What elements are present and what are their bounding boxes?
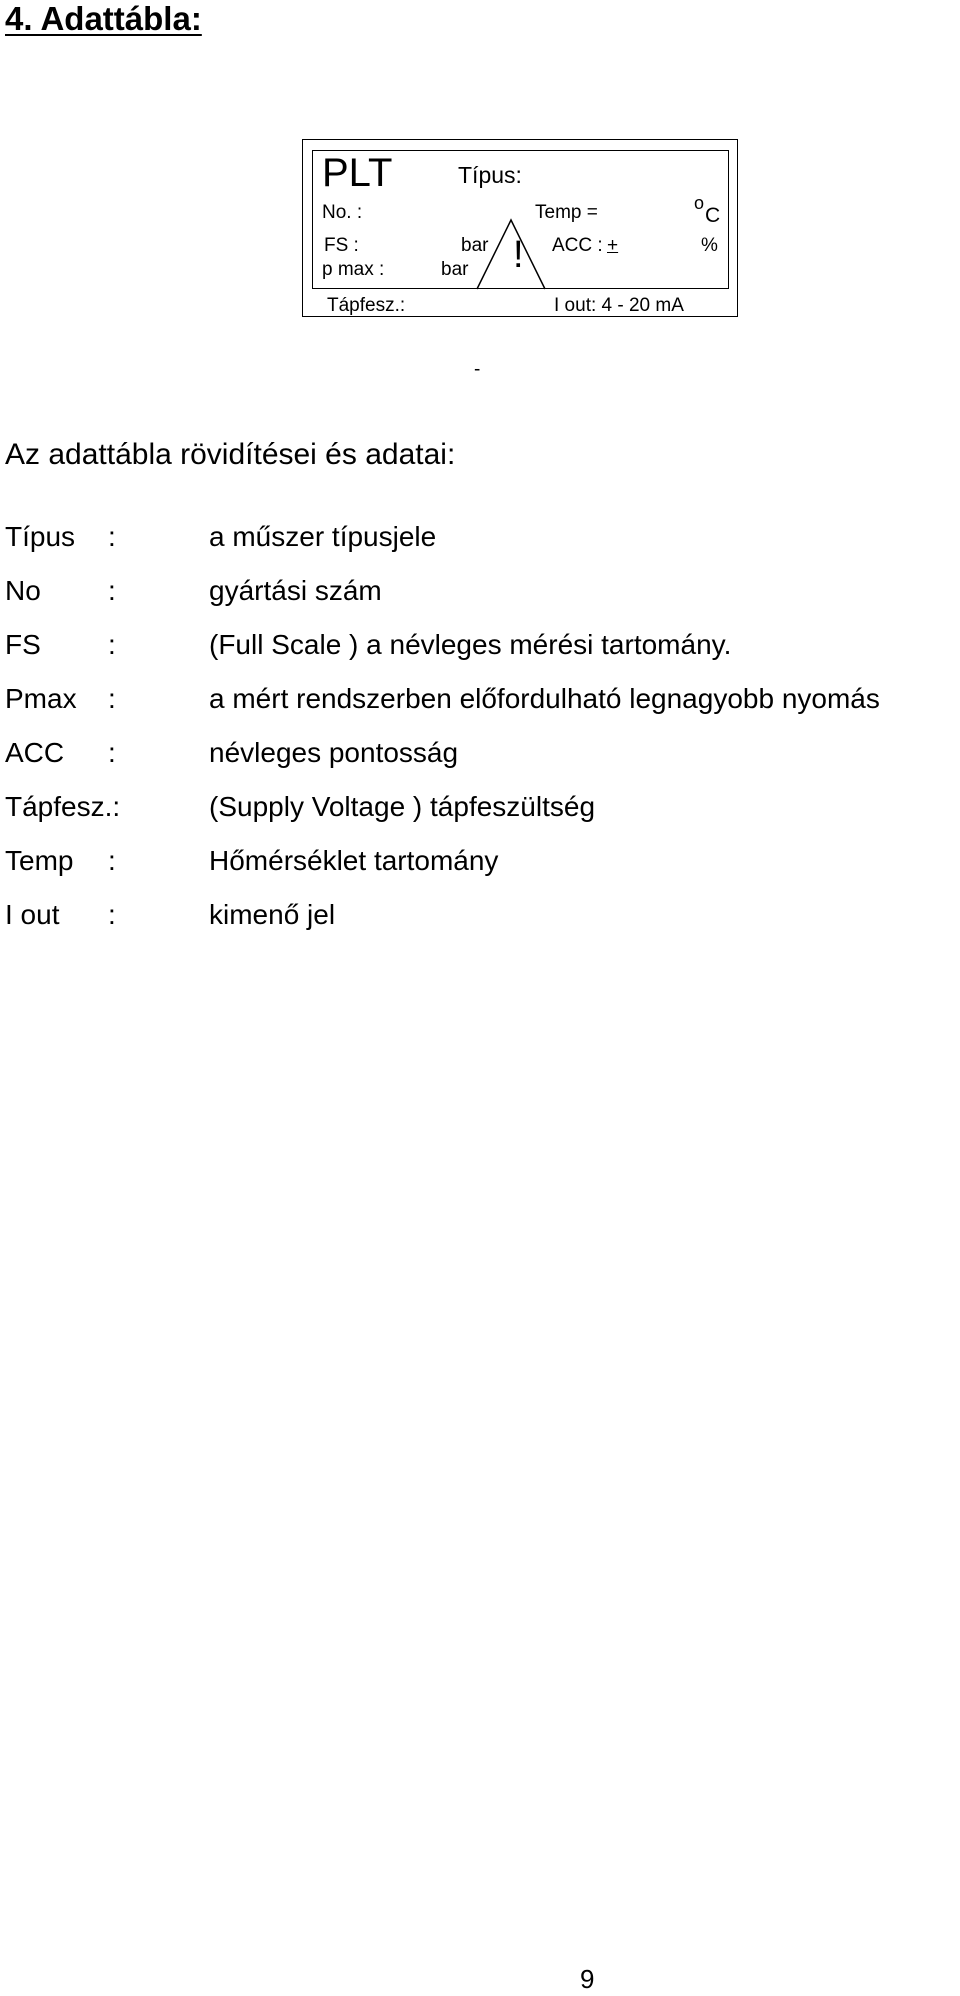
nameplate-temp-unit: C [705, 204, 721, 227]
abbreviation-row [5, 520, 955, 574]
abbreviation-colon: : [108, 737, 116, 768]
nameplate-temp-label: Temp = [535, 202, 598, 223]
warning-exclamation-mark: ! [513, 234, 524, 276]
abbreviation-term: I out [5, 899, 60, 930]
abbreviation-definition: Hőmérséklet tartomány [209, 845, 499, 876]
stray-dash: - [474, 359, 481, 380]
nameplate-acc-label: ACC : [552, 235, 603, 256]
nameplate-pmax-label: p max : [322, 259, 385, 280]
nameplate-type-label: Típus: [458, 162, 522, 188]
abbreviation-row [5, 682, 955, 736]
page-number: 9 [580, 1964, 595, 1994]
abbreviation-row [5, 844, 955, 898]
nameplate-acc-plus-minus: + [607, 235, 619, 256]
nameplate-iout-label: I out: 4 - 20 mA [554, 295, 684, 316]
section-heading: 4. Adattábla: [5, 0, 202, 37]
abbreviation-colon: : [108, 845, 116, 876]
abbreviations-list [5, 520, 955, 952]
abbreviation-term: Temp [5, 845, 74, 876]
abbreviation-term: Típus [5, 521, 76, 552]
nameplate-pmax-unit: bar [441, 259, 469, 280]
nameplate-fs-unit: bar [461, 235, 489, 256]
nameplate-fs-label: FS : [324, 235, 359, 256]
abbreviation-definition: gyártási szám [209, 575, 382, 606]
abbreviation-colon: : [108, 683, 116, 714]
abbreviation-definition: a mért rendszerben előfordulható legnagyobb nyomás [209, 683, 880, 714]
abbreviation-row [5, 574, 955, 628]
abbreviation-row [5, 628, 955, 682]
nameplate-brand: PLT [322, 151, 393, 195]
abbreviation-colon: : [108, 629, 116, 660]
abbreviation-colon: : [108, 575, 116, 606]
nameplate-temp-degree: o [694, 193, 705, 213]
nameplate-supply-label: Tápfesz.: [327, 295, 406, 316]
nameplate-acc-unit: % [701, 235, 718, 256]
nameplate-no-label: No. : [322, 202, 363, 223]
abbreviation-term: No [5, 575, 41, 606]
abbreviation-row [5, 790, 955, 844]
abbreviation-definition: névleges pontosság [209, 737, 459, 768]
abbreviation-term: Tápfesz.: [5, 791, 121, 822]
abbreviation-definition: a műszer típusjele [209, 521, 437, 552]
abbreviation-row [5, 736, 955, 790]
abbreviation-definition: (Supply Voltage ) tápfeszültség [209, 791, 596, 822]
abbreviation-definition: (Full Scale ) a névleges mérési tartomány. [209, 629, 732, 660]
abbreviations-title: Az adattábla rövidítései és adatai: [5, 438, 456, 471]
abbreviation-term: FS [5, 629, 41, 660]
abbreviation-colon: : [108, 521, 116, 552]
abbreviation-term: Pmax [5, 683, 77, 714]
abbreviation-term: ACC [5, 737, 65, 768]
warning-triangle-icon [476, 218, 546, 290]
abbreviation-row [5, 898, 955, 952]
abbreviation-colon: : [108, 899, 116, 930]
abbreviation-definition: kimenő jel [209, 899, 336, 930]
